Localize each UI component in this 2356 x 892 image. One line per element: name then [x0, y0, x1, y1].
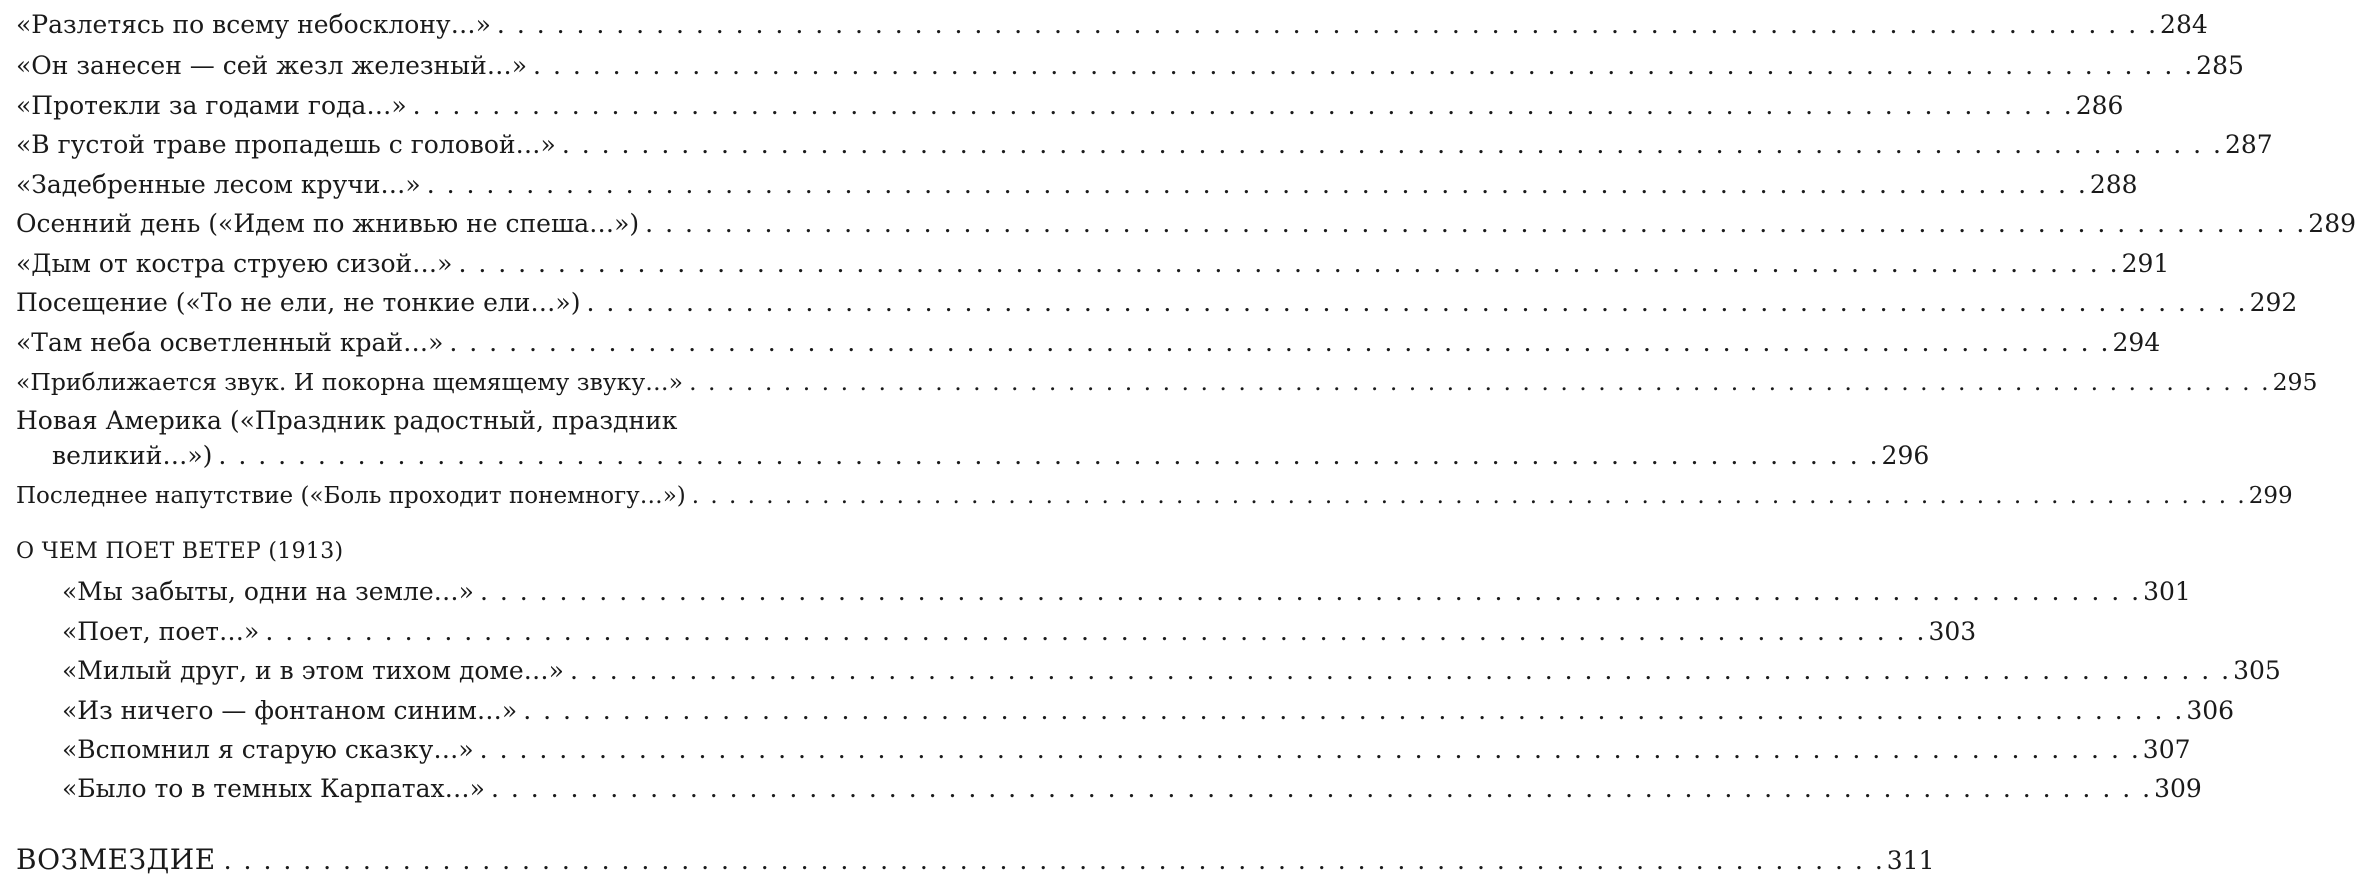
toc-entry	[16, 209, 2356, 239]
toc-entry	[16, 481, 2293, 511]
toc-part-entry	[16, 843, 1935, 878]
toc-entry	[16, 10, 2208, 40]
toc-entry-title: «Было то в темных Карпатах…»	[62, 774, 485, 803]
toc-dot-leader: . . . . . . . . . . . . . . . . . . . . . . . . . . . . . . . . . . . . . . . . . . . . . . . . . . . . . . . . . . . . . . . . . . . . . . . . . . . . . . . . . . . .	[691, 483, 2247, 509]
toc-dot-leader: . . . . . . . . . . . . . . . . . . . . . . . . . . . . . . . . . . . . . . . . . . . . . . . . . . . . . . . . . . . . . . . . . . . . . . . . . . . . . . . . . . . .	[223, 846, 1885, 875]
toc-dot-leader: . . . . . . . . . . . . . . . . . . . . . . . . . . . . . . . . . . . . . . . . . . . . . . . . . . . . . . . . . . . . . . . . . . . . . . . . . . . . . . . . . . . .	[586, 288, 2248, 317]
toc-entry	[16, 367, 2318, 397]
toc-entry-title: «Из ничего — фонтаном синим…»	[62, 696, 518, 725]
toc-entry-page: 287	[2224, 130, 2273, 159]
toc-entry-title: «Милый друг, и в этом тихом доме…»	[62, 656, 564, 685]
toc-entry-page: 305	[2233, 656, 2281, 685]
toc-entry-title: «Протекли за годами года…»	[16, 91, 407, 120]
toc-entry	[62, 617, 1977, 647]
toc-entry-page: 285	[2196, 51, 2244, 80]
toc-entry-title: «Приближается звук. И покорна щемящему звуку…»	[16, 368, 684, 396]
toc-entry	[52, 441, 1930, 471]
toc-dot-leader: . . . . . . . . . . . . . . . . . . . . . . . . . . . . . . . . . . . . . . . . . . . . . . . . . . . . . . . . . . . . . . . . . . . . . . . . . . . . . . . . . . . .	[523, 696, 2185, 725]
toc-entry	[16, 328, 2161, 358]
toc-part-page: 311	[1886, 846, 1935, 875]
toc-entry-title-line2: великий…»)	[52, 441, 213, 470]
toc-entry-page: 289	[2308, 209, 2356, 238]
toc-entry-page: 301	[2143, 577, 2191, 606]
toc-entry	[16, 91, 2124, 121]
toc-entry-page: 292	[2249, 288, 2298, 317]
toc-entry	[16, 170, 2138, 200]
toc-entry-page: 286	[2075, 91, 2124, 120]
toc-dot-leader: . . . . . . . . . . . . . . . . . . . . . . . . . . . . . . . . . . . . . . . . . . . . . . . . . . . . . . . . . . . . . . . . . . . . . . . . . . . . . . . . . . . .	[265, 617, 1927, 646]
toc-dot-leader: . . . . . . . . . . . . . . . . . . . . . . . . . . . . . . . . . . . . . . . . . . . . . . . . . . . . . . . . . . . . . . . . . . . . . . . . . . . . . . . . . . . .	[561, 130, 2223, 159]
toc-entry	[16, 51, 2244, 81]
toc-entry-title: Осенний день («Идем по жнивью не спеша…»)	[16, 209, 640, 238]
toc-entry	[62, 656, 2281, 686]
toc-entry-page: 291	[2121, 249, 2170, 278]
toc-entry-page: 284	[2160, 10, 2208, 39]
toc-entry-title: Последнее напутствие («Боль проходит понемногу…»)	[16, 483, 686, 509]
toc-entry-title: «Разлетясь по всему небосклону…»	[16, 10, 491, 39]
toc-entry	[16, 249, 2170, 279]
toc-entry-page: 307	[2142, 735, 2191, 764]
toc-entry	[62, 696, 2235, 726]
toc-entry-page: 288	[2089, 170, 2138, 199]
toc-entry-title: «Мы забыты, одни на земле…»	[62, 577, 474, 606]
toc-part-title: ВОЗМЕЗДИЕ	[16, 843, 216, 876]
toc-entry	[62, 577, 2191, 607]
toc-dot-leader: . . . . . . . . . . . . . . . . . . . . . . . . . . . . . . . . . . . . . . . . . . . . . . . . . . . . . . . . . . . . . . . . . . . . . . . . . . . . . . . . . . . .	[569, 656, 2232, 685]
toc-dot-leader: . . . . . . . . . . . . . . . . . . . . . . . . . . . . . . . . . . . . . . . . . . . . . . . . . . . . . . . . . . . . . . . . . . . . . . . . . . . . . . . . . . . .	[458, 249, 2120, 278]
toc-dot-leader: . . . . . . . . . . . . . . . . . . . . . . . . . . . . . . . . . . . . . . . . . . . . . . . . . . . . . . . . . . . . . . . . . . . . . . . . . . . . . . . . . . . .	[218, 441, 1880, 470]
toc-entry-title: «Задебренные лесом кручи…»	[16, 170, 421, 199]
toc-entry-page: 309	[2154, 774, 2202, 803]
toc-entry-page: 295	[2272, 368, 2318, 396]
toc-entry-title: «Там неба осветленный край…»	[16, 328, 444, 357]
toc-entry	[62, 735, 2191, 765]
toc-entry	[16, 288, 2298, 318]
toc-entry-page: 294	[2112, 328, 2161, 357]
toc-entry-page: 303	[1928, 617, 1977, 646]
toc-entry-page: 306	[2186, 696, 2235, 725]
toc-entry-title: Посещение («То не ели, не тонкие ели…»)	[16, 288, 581, 317]
toc-dot-leader: . . . . . . . . . . . . . . . . . . . . . . . . . . . . . . . . . . . . . . . . . . . . . . . . . . . . . . . . . . . . . . . . . . . . . . . . . . . . . . . . . . . .	[449, 328, 2111, 357]
toc-entry-title: «Он занесен — сей жезл железный…»	[16, 51, 528, 80]
section-heading: О ЧЕМ ПОЕТ ВЕТЕР (1913)	[16, 539, 344, 564]
toc-entry-page: 296	[1881, 441, 1930, 470]
toc-entry	[16, 130, 2273, 160]
toc-entry-title: «В густой траве пропадешь с головой…»	[16, 130, 556, 159]
toc-dot-leader: . . . . . . . . . . . . . . . . . . . . . . . . . . . . . . . . . . . . . . . . . . . . . . . . . . . . . . . . . . . . . . . . . . . . . . . . . . . . . . . . . . . .	[689, 368, 2271, 396]
toc-dot-leader: . . . . . . . . . . . . . . . . . . . . . . . . . . . . . . . . . . . . . . . . . . . . . . . . . . . . . . . . . . . . . . . . . . . . . . . . . . . . . . . . . . . .	[479, 577, 2142, 606]
toc-entry-title-line1: Новая Америка («Праздник радостный, праздник	[16, 406, 678, 435]
toc-entry-title: «Поет, поет…»	[62, 617, 260, 646]
toc-dot-leader: . . . . . . . . . . . . . . . . . . . . . . . . . . . . . . . . . . . . . . . . . . . . . . . . . . . . . . . . . . . . . . . . . . . . . . . . . . . . . . . . . . . .	[479, 735, 2141, 764]
toc-entry-title: «Вспомнил я старую сказку…»	[62, 735, 474, 764]
toc-entry-title: «Дым от костра струею сизой…»	[16, 249, 453, 278]
toc-dot-leader: . . . . . . . . . . . . . . . . . . . . . . . . . . . . . . . . . . . . . . . . . . . . . . . . . . . . . . . . . . . . . . . . . . . . . . . . . . . . . . . . . . . .	[412, 91, 2074, 120]
toc-entry-page: 299	[2248, 483, 2293, 509]
toc-dot-leader: . . . . . . . . . . . . . . . . . . . . . . . . . . . . . . . . . . . . . . . . . . . . . . . . . . . . . . . . . . . . . . . . . . . . . . . . . . . . . . . . . . . .	[426, 170, 2088, 199]
toc-entry	[62, 774, 2202, 804]
toc-dot-leader: . . . . . . . . . . . . . . . . . . . . . . . . . . . . . . . . . . . . . . . . . . . . . . . . . . . . . . . . . . . . . . . . . . . . . . . . . . . . . . . . . . . .	[533, 51, 2195, 80]
toc-dot-leader: . . . . . . . . . . . . . . . . . . . . . . . . . . . . . . . . . . . . . . . . . . . . . . . . . . . . . . . . . . . . . . . . . . . . . . . . . . . . . . . . . . . .	[490, 774, 2153, 803]
toc-dot-leader: . . . . . . . . . . . . . . . . . . . . . . . . . . . . . . . . . . . . . . . . . . . . . . . . . . . . . . . . . . . . . . . . . . . . . . . . . . . . . . . . . . . .	[645, 209, 2307, 238]
toc-dot-leader: . . . . . . . . . . . . . . . . . . . . . . . . . . . . . . . . . . . . . . . . . . . . . . . . . . . . . . . . . . . . . . . . . . . . . . . . . . . . . . . . . . . .	[496, 10, 2159, 39]
